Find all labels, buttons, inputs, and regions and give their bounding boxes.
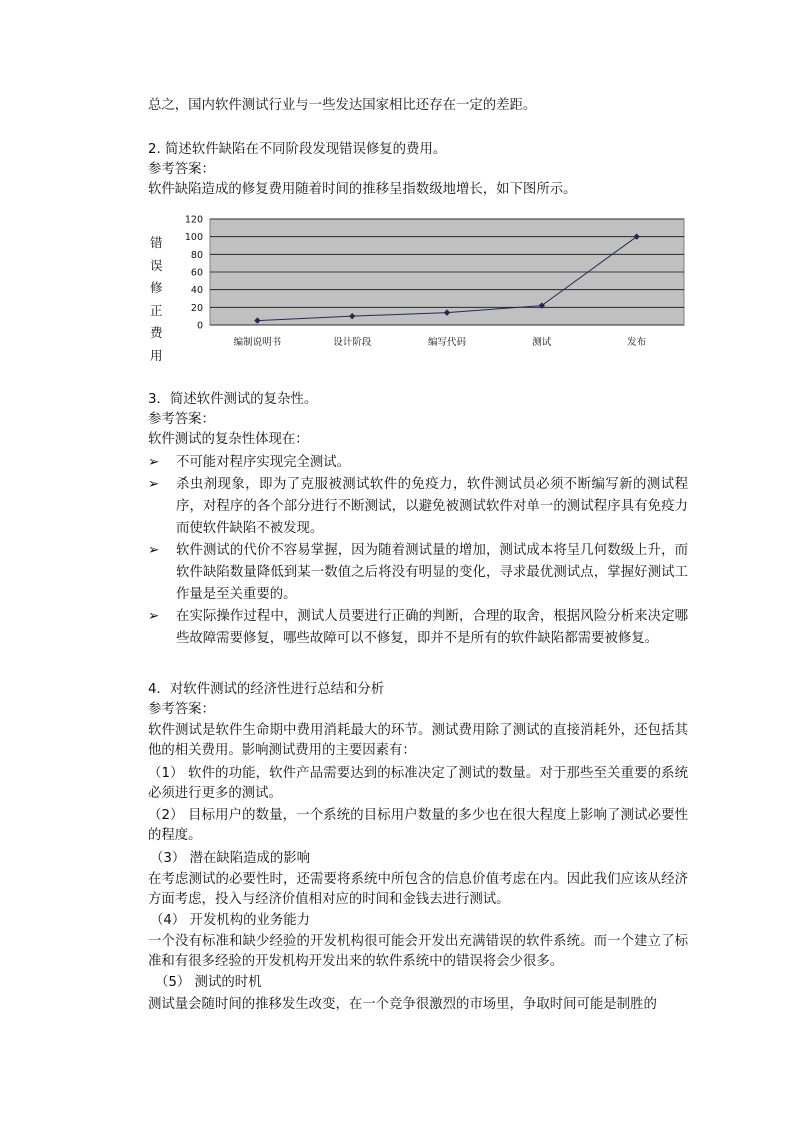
y-tick-label: 60 <box>190 267 203 279</box>
list-item <box>148 474 688 540</box>
y-tick-label: 80 <box>190 249 203 261</box>
x-tick-label: 发布 <box>627 337 647 348</box>
y-tick-label: 20 <box>190 302 203 314</box>
q4-item4-head: （4） 开发机构的业务能力 <box>150 913 311 928</box>
ylabel-char: 误 <box>150 257 163 273</box>
bullet-arrow-icon: ➢ <box>148 609 160 624</box>
q2-title: 2. 简述软件缺陷在不同阶段发现错误修复的费用。 <box>148 142 447 157</box>
bullet-text: 杀虫剂现象，即为了克服被测试软件的免疫力，软件测试员必须不断编写新的测试程序，对程序的各个部分进行不断测试，以避免被测试软件对单一的测试程序具有免疫力而使软件缺陷不被发现。 <box>176 477 688 536</box>
x-tick-label: 测试 <box>532 337 552 348</box>
ylabel-char: 修 <box>150 280 163 295</box>
y-tick-label: 0 <box>196 320 203 332</box>
q4-item5-body: 测试量会随时间的推移发生改变，在一个竞争很激烈的市场里，争取时间可能是制胜的 <box>148 997 657 1012</box>
q2-answer-text: 软件缺陷造成的修复费用随着时间的推移呈指数级地增长，如下图所示。 <box>148 182 577 197</box>
ylabel-char: 用 <box>150 347 163 363</box>
q4-item3-body: 在考虑测试的必要性时，还需要将系统中所包含的信息价值考虑在内。因此我们应该从经济方面考虑，投入与经济价值相对应的时间和金钱去进行测试。 <box>148 872 688 907</box>
bullet-text: 在实际操作过程中，测试人员要进行正确的判断，合理的取舍，根据风险分析来决定哪些故障需要修复，哪些故障可以不修复，即并不是所有的软件缺陷都需要被修复。 <box>176 609 688 646</box>
q4-item2: （2） 目标用户的数量，一个系统的目标用户数量的多少也在很大程度上影响了测试必要性的程度。 <box>148 808 688 843</box>
q2-answer-label: 参考答案： <box>148 162 215 177</box>
q3-lead: 软件测试的复杂性体现在： <box>148 432 309 447</box>
y-tick-label: 40 <box>190 285 203 297</box>
x-tick-label: 设计阶段 <box>333 337 372 348</box>
list-item <box>148 452 688 474</box>
q4-title: 4．对软件测试的经济性进行总结和分析 <box>148 682 385 697</box>
x-tick-label: 编制说明书 <box>233 337 282 348</box>
q4-item5-head: （5） 测试的时机 <box>155 975 262 990</box>
intro-line: 总之，国内软件测试行业与一些发达国家相比还存在一定的差距。 <box>148 98 537 113</box>
q3-bullet-list <box>148 452 688 650</box>
q4-answer-label: 参考答案： <box>148 702 215 717</box>
q4-para1: 软件测试是软件生命期中费用消耗最大的环节。测试费用除了测试的直接消耗外，还包括其他的相关费用。影响测试费用的主要因素有： <box>148 723 688 758</box>
x-tick-label: 编写代码 <box>427 337 467 348</box>
repair-cost-line-chart <box>148 210 688 360</box>
q4-item4-body: 一个没有标准和缺少经验的开发机构很可能会开发出充满错误的软件系统。而一个建立了标准和有很多经验的开发机构开发出来的软件系统中的错误将会少很多。 <box>148 934 688 969</box>
q3-answer-label: 参考答案： <box>148 412 215 427</box>
ylabel-char: 错 <box>150 235 163 250</box>
bullet-arrow-icon: ➢ <box>148 543 160 558</box>
y-tick-label: 100 <box>184 232 203 244</box>
list-item <box>148 606 688 650</box>
bullet-text: 不可能对程序实现完全测试。 <box>176 455 351 470</box>
list-item <box>148 540 688 606</box>
bullet-text: 软件测试的代价不容易掌握，因为随着测试量的增加，测试成本将呈几何数级上升，而软件缺陷数量降低到某一数值之后将没有明显的变化，寻求最优测试点，掌握好测试工作量是至关重要的。 <box>176 543 688 602</box>
q4-item1: （1） 软件的功能，软件产品需要达到的标准决定了测试的数量。对于那些至关重要的系统必须进行更多的测试。 <box>148 766 688 801</box>
ylabel-char: 正 <box>150 302 163 318</box>
q3-title: 3．简述软件测试的复杂性。 <box>148 392 318 407</box>
ylabel-char: 费 <box>150 325 163 340</box>
q4-item3-head: （3） 潜在缺陷造成的影响 <box>150 851 311 866</box>
bullet-arrow-icon: ➢ <box>148 455 160 470</box>
y-tick-label: 120 <box>184 214 203 226</box>
bullet-arrow-icon: ➢ <box>148 477 160 492</box>
